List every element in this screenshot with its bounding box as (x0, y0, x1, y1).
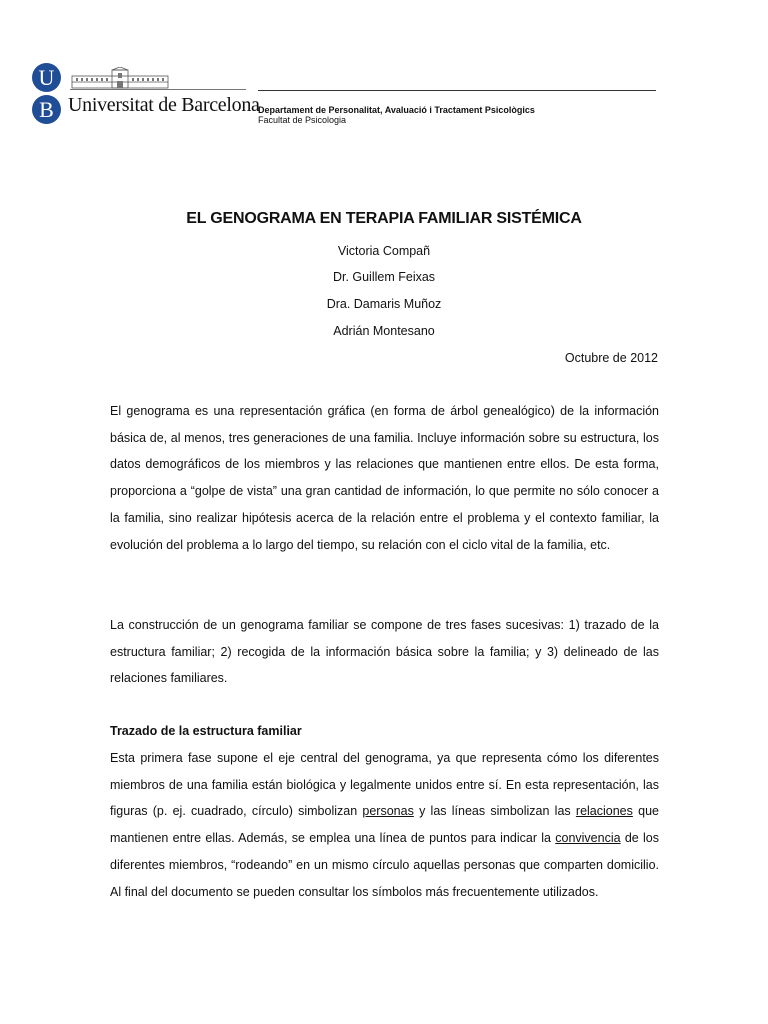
author-4: Adrián Montesano (333, 324, 435, 338)
underlined-term-relaciones: relaciones (575, 804, 633, 819)
university-building-icon (70, 67, 170, 89)
ub-logo (32, 63, 64, 127)
department-name: Departament de Personalitat, Avaluació i Tractament Psicològics (258, 105, 535, 115)
header-rule (258, 90, 656, 91)
paragraph-text: que mantienen entre ellas. Además, se emplea una línea de puntos para indicar la (110, 804, 659, 846)
university-name: Universitat de Barcelona (68, 94, 260, 116)
author-3: Dra. Damaris Muñoz (326, 297, 442, 311)
document-title: EL GENOGRAMA EN TERAPIA FAMILIAR SISTÉMICA (186, 210, 582, 227)
paragraph-text: y las líneas simbolizan las (413, 804, 576, 819)
logo-letter-u: U (32, 63, 61, 92)
faculty-name: Facultat de Psicologia (258, 115, 347, 125)
paragraph-phases: La construcción de un genograma familiar se compone de tres fases sucesivas: 1) trazado de la estructura familiar; 2) recogida de la información básica sobre la familia; y 3) delineado de las relaciones familiares. (110, 618, 659, 686)
logo-letter-b: B (32, 95, 61, 124)
paragraph-text: de los diferentes miembros, “rodeando” en un mismo círculo aquellas personas que comparten domicilio. Al final del documento se pueden consultar los símbolos más frecuentemente utilizados. (110, 831, 659, 899)
logo-divider (70, 89, 246, 90)
paragraph-intro: El genograma es una representación gráfica (en forma de árbol genealógico) de la información básica de, al menos, tres generaciones de una familia. Incluye información sobre su estructura, los datos demográficos de los miembros y las relaciones que mantienen entre ellos. De esta forma, proporciona a “golpe de vista” una gran cantidad de información, lo que permite no sólo conocer a la familia, sino realizar hipótesis acerca de la relación entre el problema y el contexto familiar, la evolución del problema a lo largo del tiempo, su relación con el ciclo vital de la familia, etc. (110, 404, 659, 552)
paragraph-structure (110, 745, 659, 905)
underlined-term-personas: personas (362, 804, 414, 819)
author-2: Dr. Guillem Feixas (332, 270, 436, 284)
paragraph-text: Esta primera fase supone el eje central del genograma, ya que representa cómo los diferentes miembros de una familia están biológica y legalmente unidos entre sí. En esta representación, las figuras (p. ej. cuadrado, círculo) simbolizan (110, 751, 659, 819)
underlined-term-convivencia: convivencia (555, 831, 621, 846)
author-1: Victoria Compañ (337, 244, 431, 258)
section-heading: Trazado de la estructura familiar (110, 724, 302, 738)
document-date: Octubre de 2012 (564, 351, 658, 365)
